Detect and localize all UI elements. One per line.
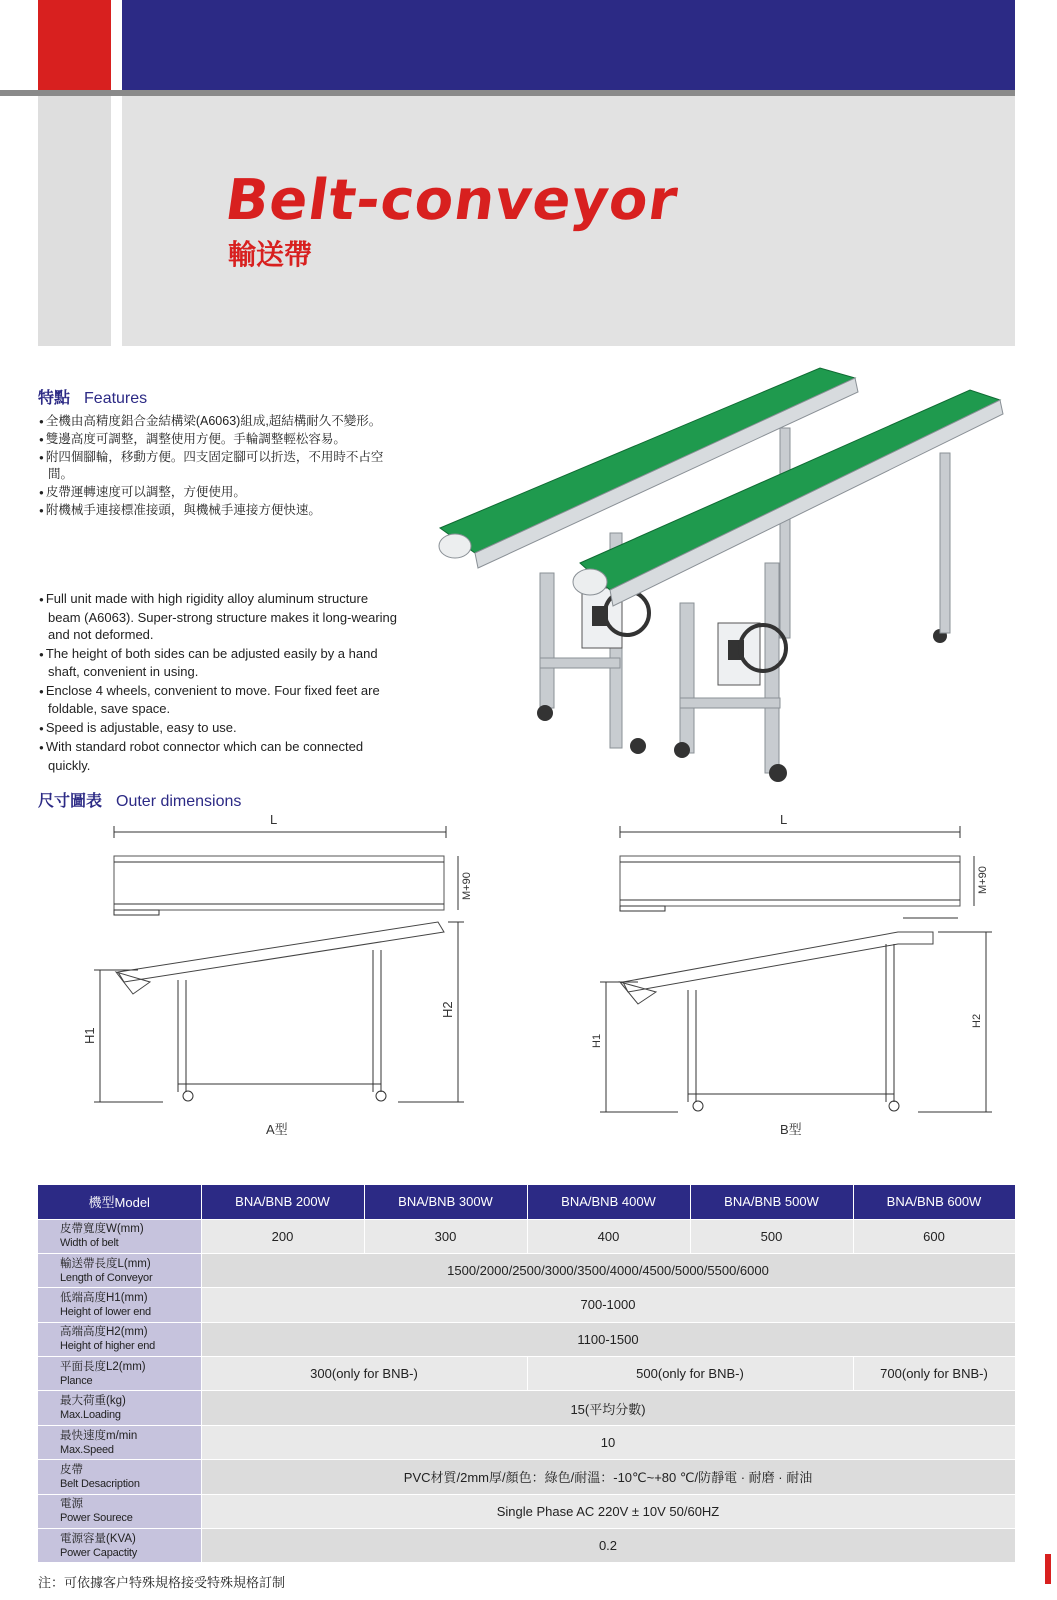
header-model: 機型Model <box>38 1185 201 1219</box>
features-heading <box>38 385 147 408</box>
page-title: Belt-conveyor <box>221 168 683 233</box>
table-row <box>38 1357 1015 1391</box>
header-blue-band <box>122 0 1015 90</box>
table-row <box>38 1529 1015 1563</box>
row-label-zh: 電源 <box>60 1498 83 1511</box>
dimension-drawing <box>38 812 1018 1162</box>
row-label <box>38 1253 201 1287</box>
cell: PVC材質/2mm厚/顏色：綠色/耐溫：-10℃~+80 ℃/防靜電 · 耐磨 · 耐油 <box>201 1460 1015 1494</box>
type-a-label: A型 <box>266 1122 288 1137</box>
cell: 1100-1500 <box>201 1322 1015 1356</box>
table-row <box>38 1322 1015 1356</box>
row-label-zh: 平面長度L2(mm) <box>60 1360 146 1373</box>
label-m90-a: M+90 <box>461 872 473 900</box>
feature-item: ● 雙邊高度可調整，調整使用方便。手輪調整輕松容易。 <box>38 431 388 448</box>
header-grey-left <box>38 96 111 346</box>
row-label-en: Power Sourece <box>60 1512 133 1525</box>
header-red-block <box>38 0 111 90</box>
row-label-en: Height of higher end <box>60 1340 156 1353</box>
label-l-b: L <box>780 812 788 827</box>
type-b-side-view <box>591 918 992 1137</box>
row-label-en: Plance <box>60 1374 93 1387</box>
row-label <box>38 1219 201 1253</box>
spec-table <box>38 1185 1016 1563</box>
row-label-zh: 電源容量(KVA) <box>60 1532 136 1545</box>
row-label-zh: 皮帶 <box>60 1463 83 1476</box>
row-label <box>38 1460 201 1494</box>
label-h1-a: H1 <box>82 1027 97 1044</box>
row-label-en: Belt Desacription <box>60 1477 140 1490</box>
row-label-zh: 最快速度m/min <box>60 1429 138 1442</box>
label-m90-b: M+90 <box>977 866 989 894</box>
row-label-en: Width of belt <box>60 1237 119 1250</box>
header-col: BNA/BNB 300W <box>364 1185 527 1219</box>
features-heading-zh: 特點 <box>38 390 71 407</box>
label-l-a: L <box>270 812 278 827</box>
row-label <box>38 1391 201 1425</box>
feature-item: ● Speed is adjustable, easy to use. <box>38 719 398 738</box>
cell: 300 <box>364 1219 527 1253</box>
page-subtitle: 輸送帶 <box>228 239 313 270</box>
row-label <box>38 1529 201 1563</box>
row-label-zh: 高端高度H2(mm) <box>60 1326 148 1339</box>
row-label-en: Height of lower end <box>60 1305 151 1318</box>
cell: 700-1000 <box>201 1288 1015 1322</box>
row-label <box>38 1357 201 1391</box>
table-row <box>38 1219 1015 1253</box>
row-label-zh: 低端高度H1(mm) <box>60 1291 148 1304</box>
table-row <box>38 1288 1015 1322</box>
feature-item: ● The height of both sides can be adjusted easily by a hand shaft, convenient in using. <box>38 645 398 681</box>
feature-item: ● 皮帶運轉速度可以調整，方便使用。 <box>38 484 388 501</box>
feature-item: ● With standard robot connector which can be connected quickly. <box>38 738 398 774</box>
footnote: 注：可依據客户特殊規格接受特殊規格訂制 <box>38 1575 286 1590</box>
label-h1-b: H1 <box>591 1033 603 1048</box>
type-b-label: B型 <box>780 1122 802 1137</box>
table-row <box>38 1460 1015 1494</box>
cell: 700(only for BNB-) <box>853 1357 1015 1391</box>
type-b-top-view <box>620 812 989 911</box>
cell: 500(only for BNB-) <box>527 1357 853 1391</box>
feature-item: ● Enclose 4 wheels, convenient to move. Four fixed feet are foldable, save space. <box>38 682 398 718</box>
cell: 1500/2000/2500/3000/3500/4000/4500/5000/5500/6000 <box>201 1253 1015 1287</box>
dimensions-heading-en: Outer dimensions <box>116 793 242 810</box>
row-label-en: Length of Conveyor <box>60 1271 153 1284</box>
cell: Single Phase AC 220V ± 10V 50/60HZ <box>201 1494 1015 1528</box>
header-col: BNA/BNB 600W <box>853 1185 1015 1219</box>
row-label-en: Max.Loading <box>60 1409 121 1422</box>
row-label <box>38 1494 201 1528</box>
table-row <box>38 1494 1015 1528</box>
row-label <box>38 1425 201 1459</box>
header-col: BNA/BNB 400W <box>527 1185 690 1219</box>
row-label-en: Max.Speed <box>60 1443 114 1456</box>
feature-item: ● 附機械手連接標准接頭，與機械手連接方便快速。 <box>38 502 388 519</box>
row-label-zh: 最大荷重(kg) <box>60 1395 126 1408</box>
label-h2-a: H2 <box>440 1001 455 1018</box>
dimensions-heading-zh: 尺寸圖表 <box>38 793 103 810</box>
type-a-top-view <box>114 812 473 915</box>
cell: 600 <box>853 1219 1015 1253</box>
cell: 10 <box>201 1425 1015 1459</box>
header-col: BNA/BNB 200W <box>201 1185 364 1219</box>
cell: 500 <box>690 1219 853 1253</box>
cell: 400 <box>527 1219 690 1253</box>
row-label <box>38 1322 201 1356</box>
table-row <box>38 1425 1015 1459</box>
feature-item: ● Full unit made with high rigidity alloy aluminum structure beam (A6063). Super-strong structure makes it long-wearing and not deformed. <box>38 590 398 644</box>
row-label-zh: 輸送帶長度L(mm) <box>60 1257 151 1270</box>
cell: 200 <box>201 1219 364 1253</box>
features-heading-en: Features <box>84 390 148 407</box>
row-label-zh: 皮帶寬度W(mm) <box>60 1223 144 1236</box>
feature-item: ● 全機由高精度鋁合金結構梁(A6063)組成,超結構耐久不變形。 <box>38 413 388 430</box>
product-illustration <box>440 368 1020 796</box>
header-col: BNA/BNB 500W <box>690 1185 853 1219</box>
cell: 15(平均分數) <box>201 1391 1015 1425</box>
dimensions-heading <box>38 788 241 811</box>
feature-item: ● 附四個腳輪，移動方便。四支固定腳可以折迭，不用時不占空間。 <box>38 449 388 483</box>
cell: 300(only for BNB-) <box>201 1357 527 1391</box>
features-list-zh <box>38 413 388 520</box>
corner-mark <box>1045 1554 1051 1584</box>
features-list-en <box>38 590 398 775</box>
table-row <box>38 1253 1015 1287</box>
row-label <box>38 1288 201 1322</box>
label-h2-b: H2 <box>971 1013 983 1028</box>
row-label-en: Power Capactity <box>60 1546 138 1559</box>
type-a-side-view <box>82 922 464 1137</box>
table-header-row <box>38 1185 1015 1219</box>
cell: 0.2 <box>201 1529 1015 1563</box>
table-row <box>38 1391 1015 1425</box>
